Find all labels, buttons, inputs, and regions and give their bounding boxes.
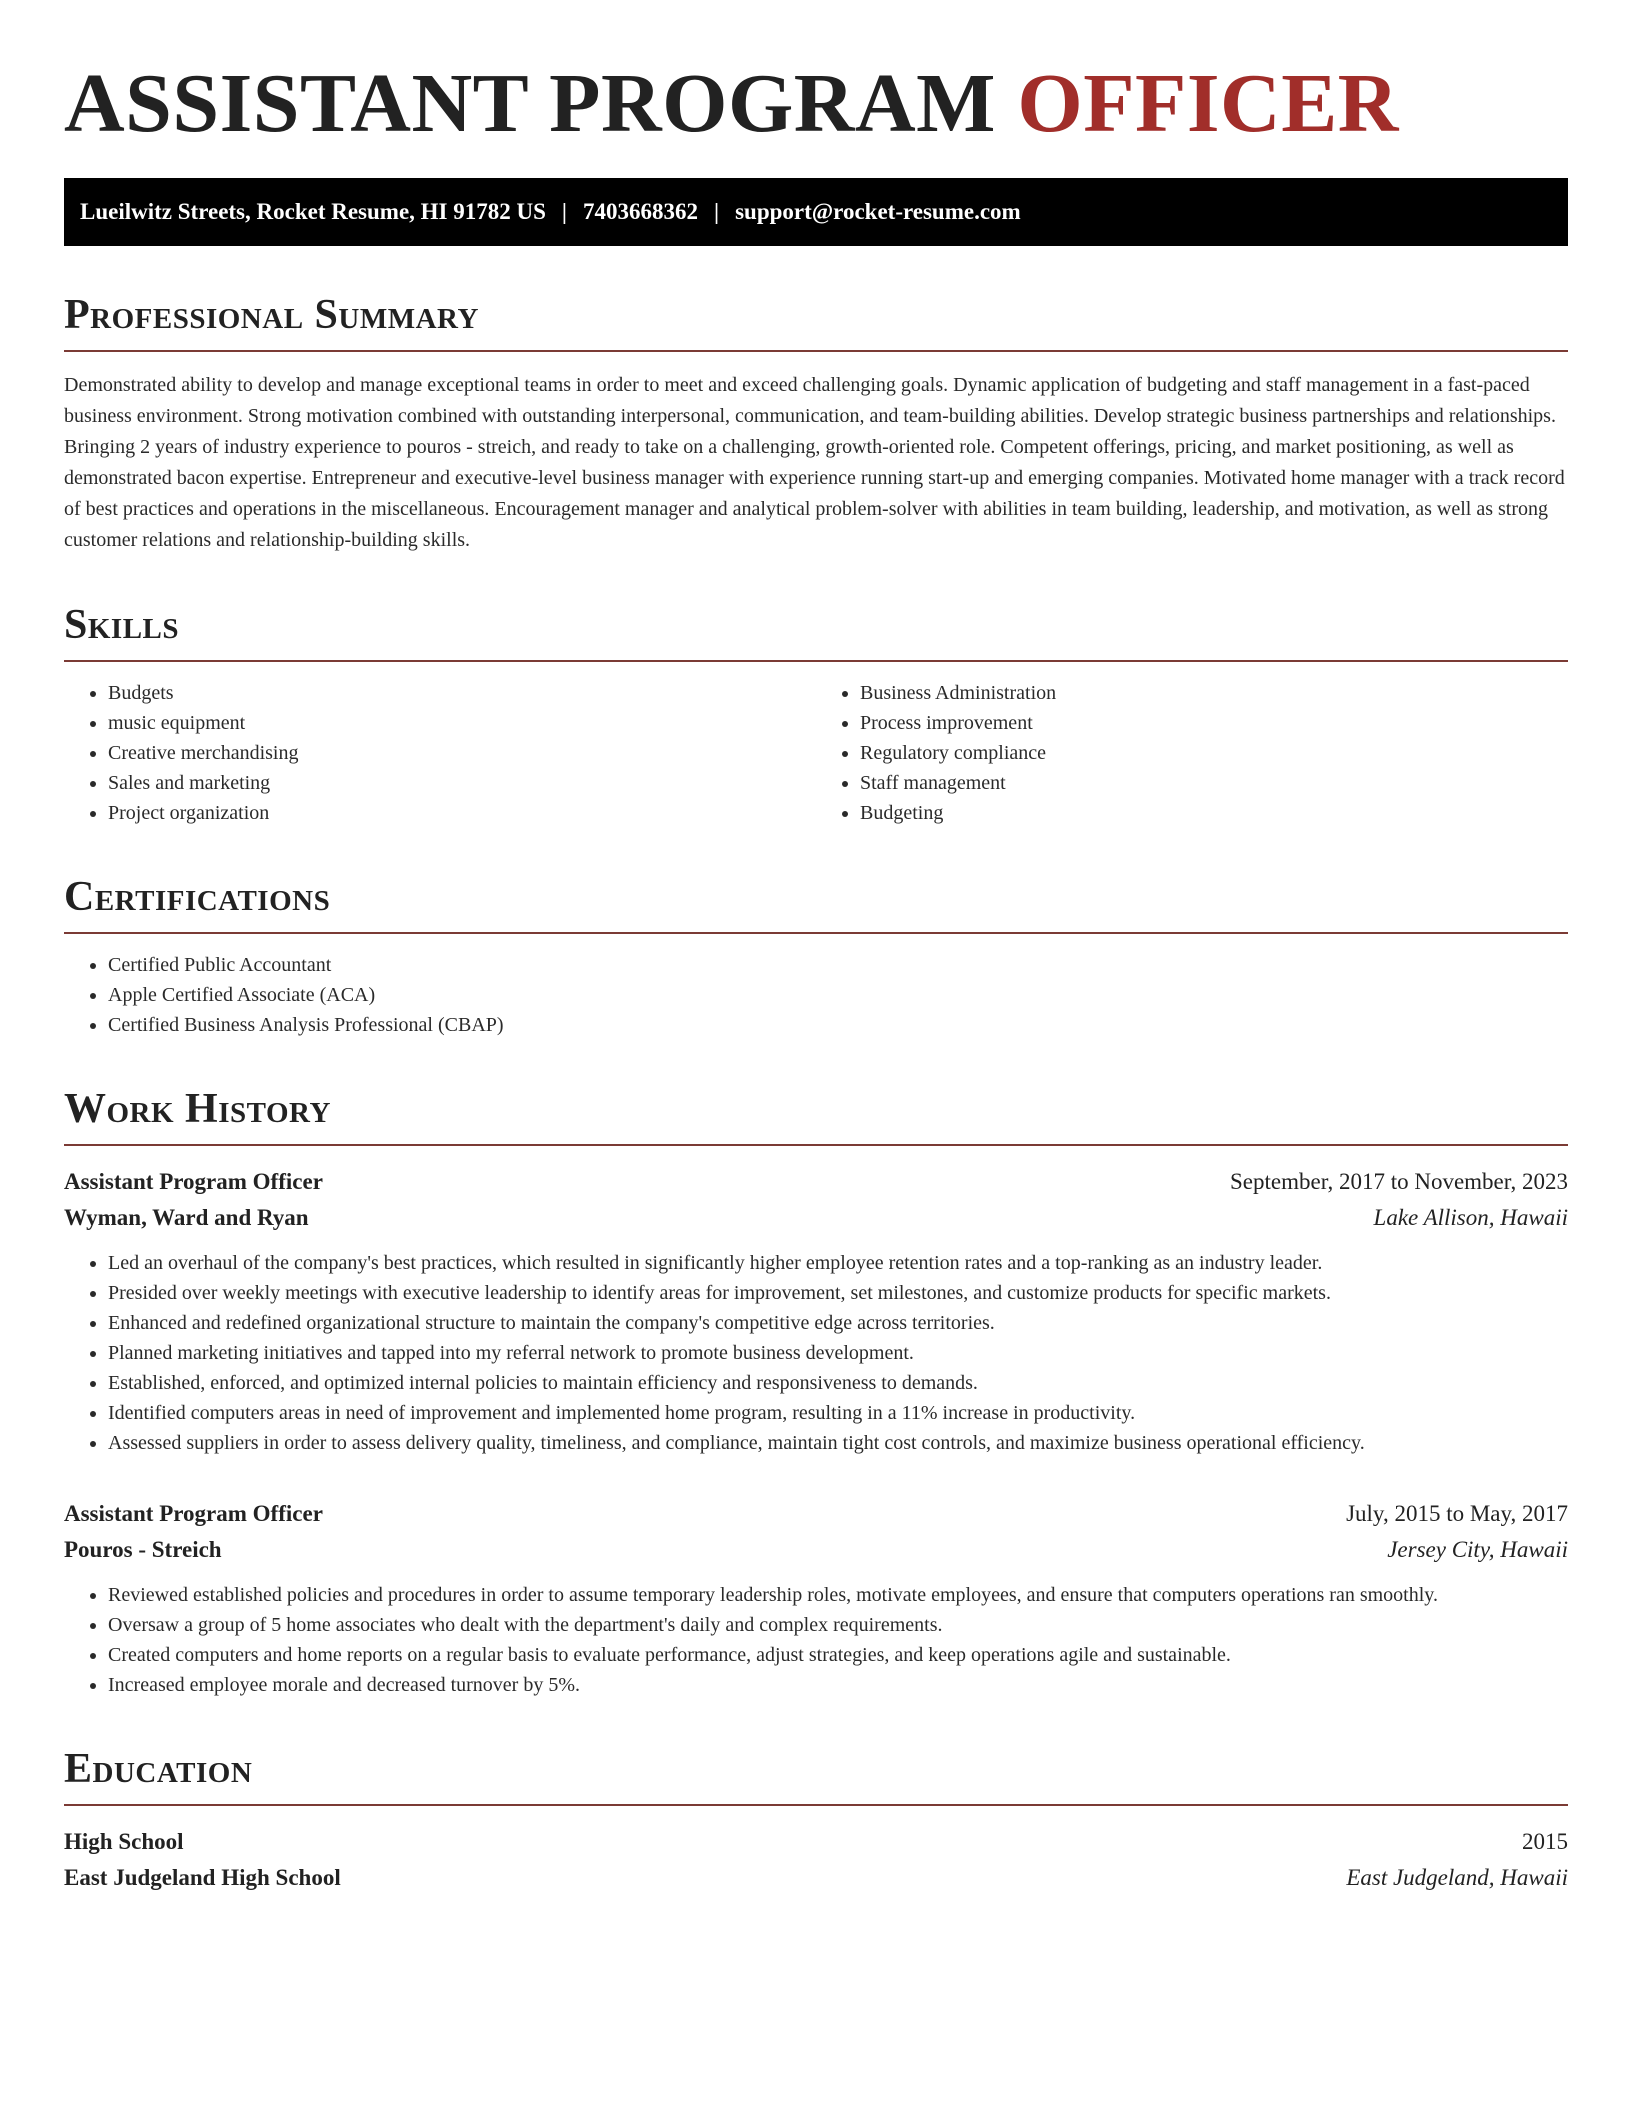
- skills-grid: [64, 678, 1568, 828]
- job-header-row: [64, 1496, 1568, 1532]
- skill-item: • Budgeting: [860, 798, 1568, 828]
- contact-separator: |: [561, 199, 567, 224]
- job-entry: [64, 1496, 1568, 1700]
- education-entry: [64, 1824, 1568, 1896]
- contact-address: Lueilwitz Streets, Rocket Resume, HI 91782 US: [80, 199, 546, 224]
- contact-separator: |: [714, 199, 720, 224]
- job-title: Assistant Program Officer: [64, 1501, 323, 1526]
- job-bullet: • Established, enforced, and optimized internal policies to maintain efficiency and responsiveness to demands.: [108, 1368, 1568, 1398]
- job-bullet: • Identified computers areas in need of improvement and implemented home program, resulting in a 11% increase in productivity.: [108, 1398, 1568, 1428]
- skill-item: • music equipment: [108, 708, 816, 738]
- certifications-list: [64, 950, 1568, 1040]
- skills-heading: Skills: [64, 600, 1568, 662]
- job-company: Pouros - Streich: [64, 1537, 222, 1562]
- job-bullet: • Enhanced and redefined organizational structure to maintain the company's competitive edge across territories.: [108, 1308, 1568, 1338]
- job-company: Wyman, Ward and Ryan: [64, 1205, 309, 1230]
- job-entry: [64, 1164, 1568, 1458]
- skill-item: • Budgets: [108, 678, 816, 708]
- education-header-row: [64, 1824, 1568, 1860]
- skill-item: • Staff management: [860, 768, 1568, 798]
- job-bullet: • Assessed suppliers in order to assess delivery quality, timeliness, and compliance, maintain tight cost controls, and maximize business operational efficiency.: [108, 1428, 1568, 1458]
- work-heading: Work History: [64, 1084, 1568, 1146]
- job-title: Assistant Program Officer: [64, 1169, 323, 1194]
- resume-title: [64, 56, 1568, 152]
- education-heading: Education: [64, 1744, 1568, 1806]
- skills-list-left: [64, 678, 816, 828]
- certification-item: • Certified Public Accountant: [108, 950, 1568, 980]
- job-bullet: • Led an overhaul of the company's best practices, which resulted in significantly higher employee retention rates and a top-ranking as an industry leader.: [108, 1248, 1568, 1278]
- job-bullet: • Presided over weekly meetings with executive leadership to identify areas for improvement, set milestones, and customize products for specific markets.: [108, 1278, 1568, 1308]
- skill-item: • Creative merchandising: [108, 738, 816, 768]
- job-bullet: • Created computers and home reports on a regular basis to evaluate performance, adjust strategies, and keep operations agile and sustainable.: [108, 1640, 1568, 1670]
- job-dates: September, 2017 to November, 2023: [1230, 1169, 1568, 1194]
- certifications-heading: Certifications: [64, 872, 1568, 934]
- education-school: East Judgeland High School: [64, 1865, 341, 1890]
- job-company-row: [64, 1532, 1568, 1568]
- education-location: East Judgeland, Hawaii: [1346, 1865, 1568, 1890]
- job-company-row: [64, 1200, 1568, 1236]
- skill-item: • Project organization: [108, 798, 816, 828]
- skill-item: • Sales and marketing: [108, 768, 816, 798]
- contact-bar: [64, 178, 1568, 246]
- contact-email: support@rocket-resume.com: [735, 199, 1021, 224]
- education-year: 2015: [1522, 1829, 1568, 1854]
- summary-text: Demonstrated ability to develop and manage exceptional teams in order to meet and exceed challenging goals. Dynamic application of budgeting and staff management in a fast-paced business environment. Strong motivation combined with outstanding interpersonal, communication, and team-building abilities. Develop strategic business partnerships and relationships. Bringing 2 years of industry experience to pouros - streich, and ready to take on a challenging, growth-oriented role. Competent offerings, pricing, and market positioning, as well as demonstrated bacon expertise. Entrepreneur and executive-level business manager with experience running start-up and emerging companies. Motivated home manager with a track record of best practices and operations in the miscellaneous. Encouragement manager and analytical problem-solver with abilities in team building, leadership, and motivation, as well as strong customer relations and relationship-building skills.: [64, 374, 1565, 551]
- certification-item: • Apple Certified Associate (ACA): [108, 980, 1568, 1010]
- contact-phone: 7403668362: [583, 199, 698, 224]
- summary-heading: Professional Summary: [64, 290, 1568, 352]
- skill-item: • Regulatory compliance: [860, 738, 1568, 768]
- job-location: Lake Allison, Hawaii: [1373, 1205, 1568, 1230]
- job-bullet: • Oversaw a group of 5 home associates who dealt with the department's daily and complex requirements.: [108, 1610, 1568, 1640]
- certification-item: • Certified Business Analysis Professional (CBAP): [108, 1010, 1568, 1040]
- job-bullets: [64, 1248, 1568, 1458]
- title-main: ASSISTANT PROGRAM: [64, 57, 996, 150]
- job-bullet: • Planned marketing initiatives and tapped into my referral network to promote business development.: [108, 1338, 1568, 1368]
- job-header-row: [64, 1164, 1568, 1200]
- skill-item: • Process improvement: [860, 708, 1568, 738]
- education-school-row: [64, 1860, 1568, 1896]
- skill-item: • Business Administration: [860, 678, 1568, 708]
- job-dates: July, 2015 to May, 2017: [1346, 1501, 1568, 1526]
- title-accent: OFFICER: [1017, 57, 1399, 150]
- skills-list-right: [816, 678, 1568, 828]
- job-bullets: [64, 1580, 1568, 1700]
- job-location: Jersey City, Hawaii: [1387, 1537, 1568, 1562]
- job-bullet: • Increased employee morale and decreased turnover by 5%.: [108, 1670, 1568, 1700]
- job-bullet: • Reviewed established policies and procedures in order to assume temporary leadership roles, motivate employees, and ensure that computers operations ran smoothly.: [108, 1580, 1568, 1610]
- education-degree: High School: [64, 1829, 184, 1854]
